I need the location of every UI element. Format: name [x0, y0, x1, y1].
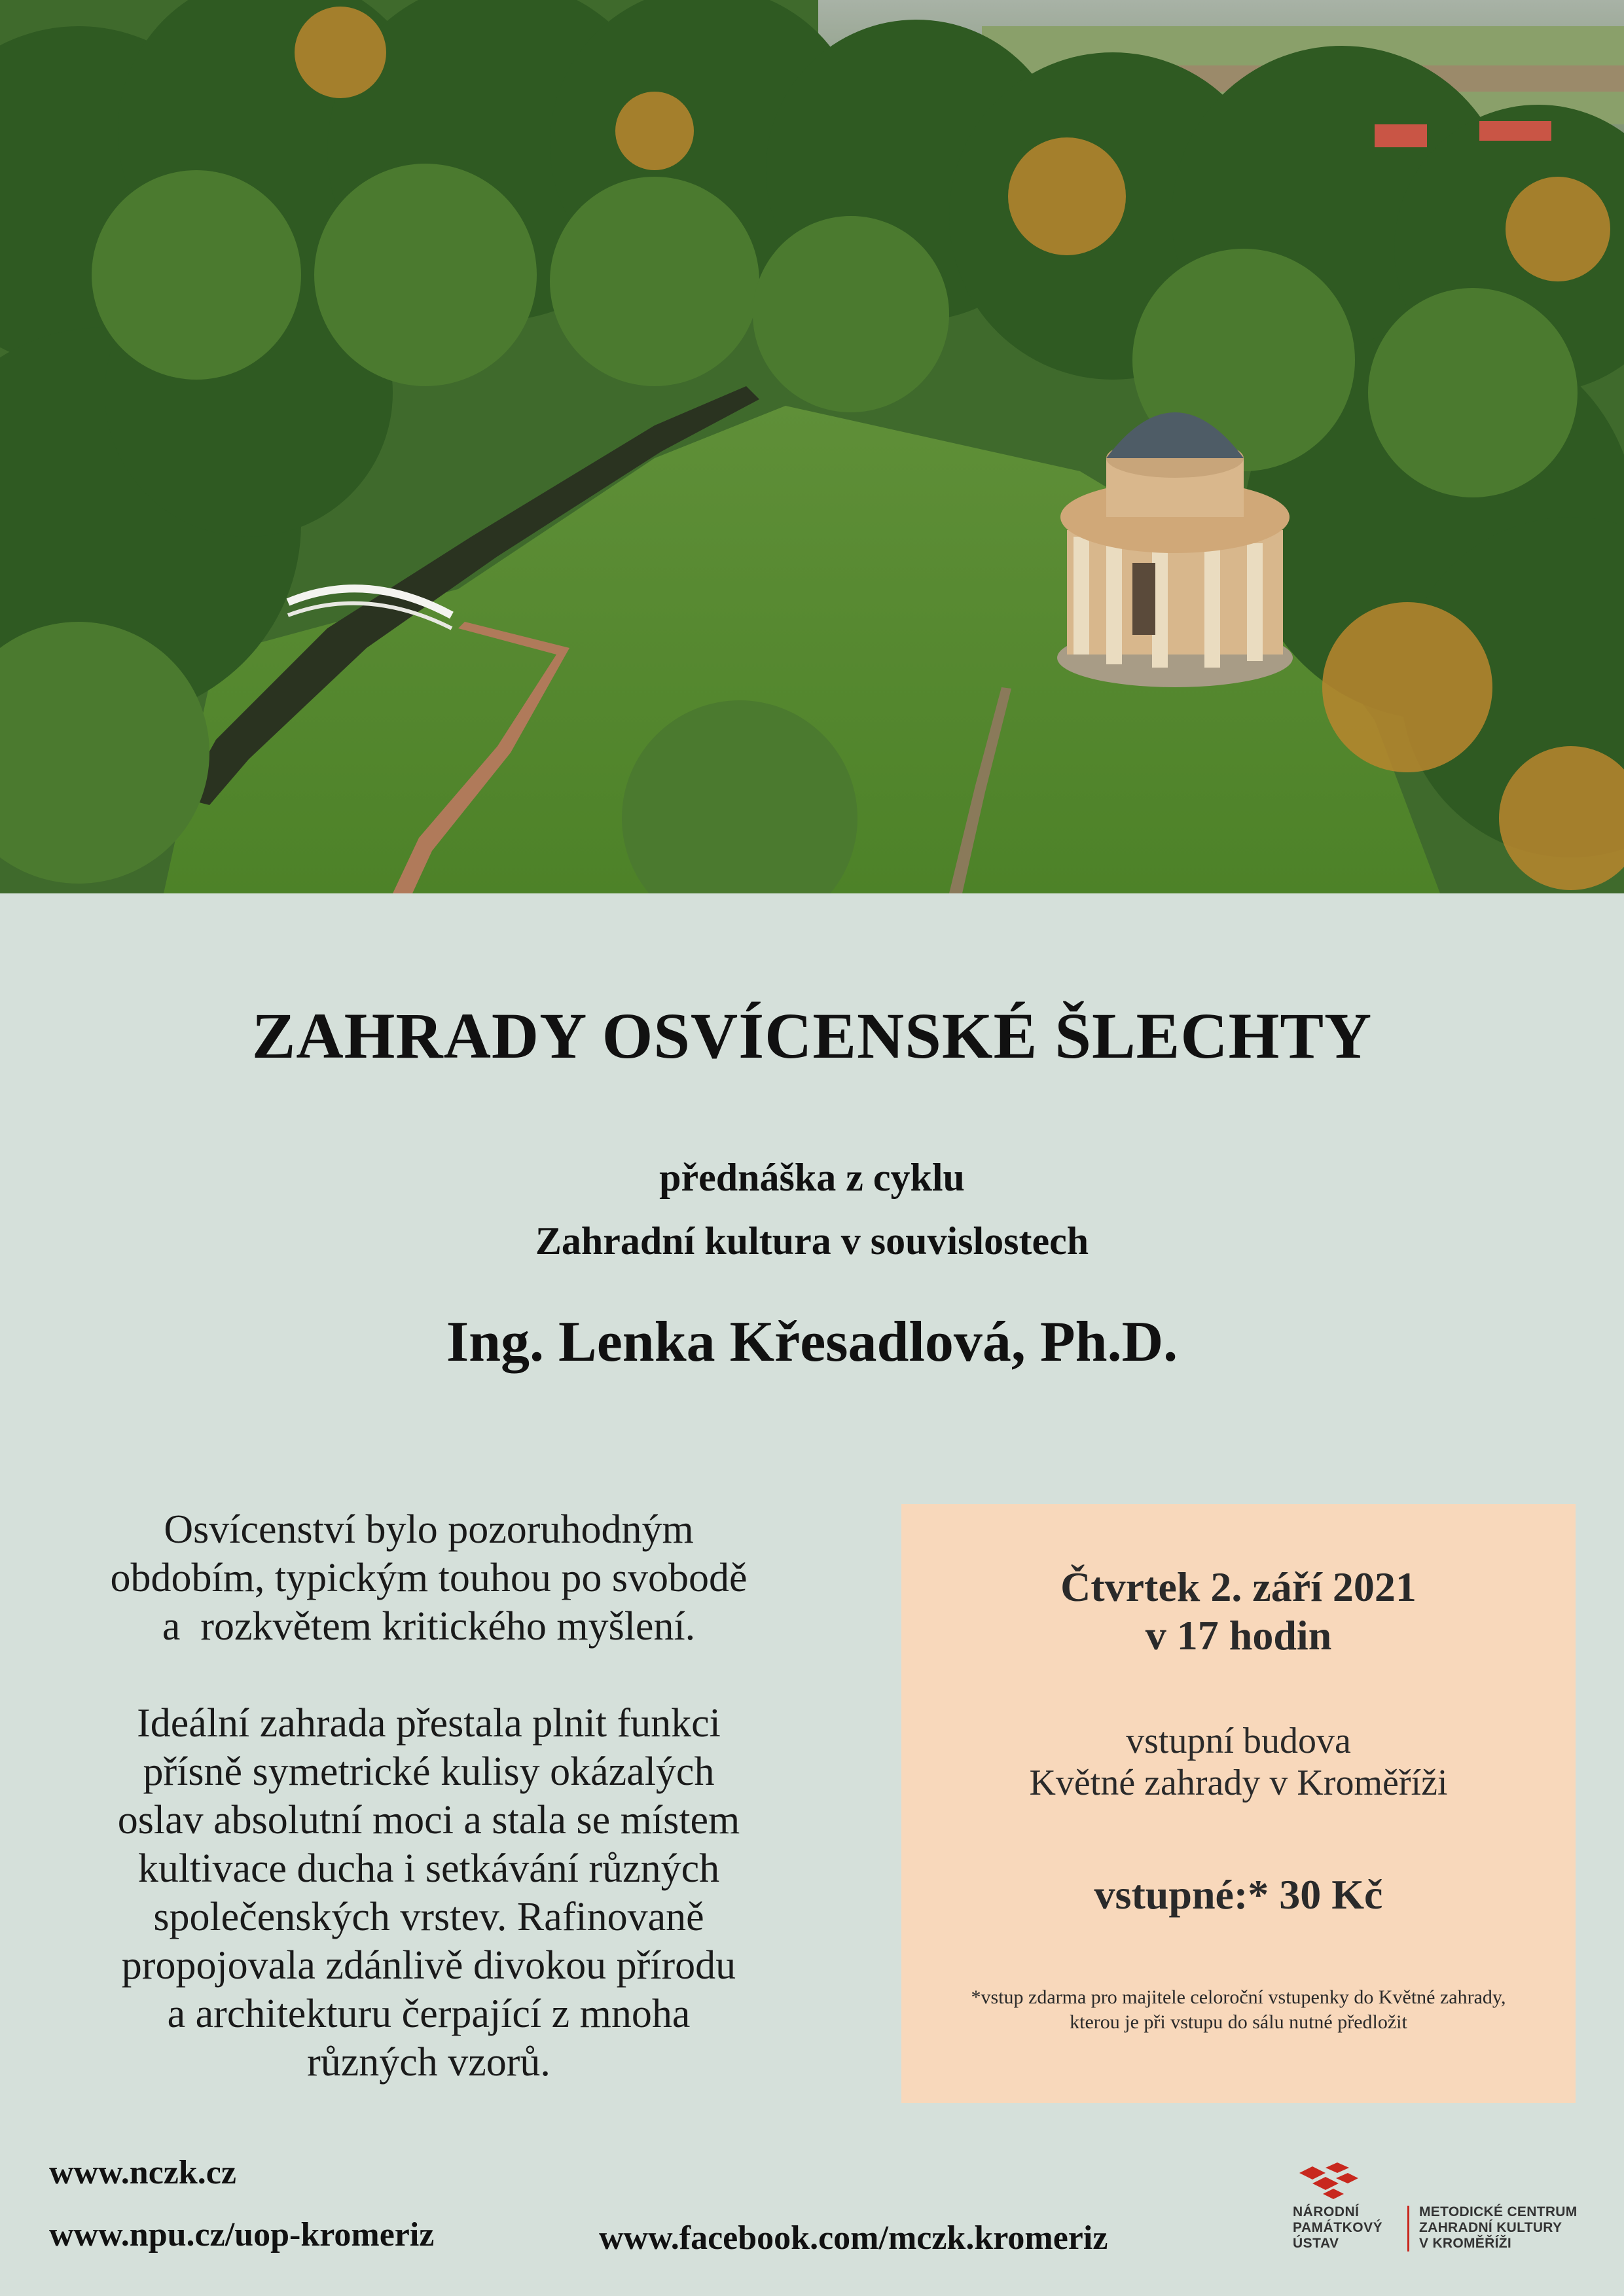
event-time: v 17 hodin — [1145, 1612, 1332, 1659]
organization-logo — [1293, 2160, 1581, 2265]
note-line: kterou je při vstupu do sálu nutné předložit — [1070, 2011, 1407, 2033]
event-info-box — [901, 1504, 1576, 2103]
event-venue — [901, 1720, 1576, 1804]
admission-fee: vstupné:* 30 Kč — [1094, 1871, 1383, 1918]
description-line: společenských vrstev. Rafinovaně — [153, 1895, 704, 1939]
event-description — [65, 1505, 792, 2135]
description-line: Osvícenství bylo pozoruhodným — [164, 1507, 694, 1552]
logo-line: V KROMĚŘÍŽI — [1419, 2236, 1511, 2251]
event-title: ZAHRADY OSVÍCENSKÉ ŠLECHTY — [251, 999, 1373, 1072]
logo-divider — [1407, 2206, 1409, 2251]
link-nczk[interactable]: www.nczk.cz — [49, 2154, 236, 2191]
garden-rotunda-image — [0, 0, 1624, 893]
description-line: propojovala zdánlivě divokou přírodu — [121, 1943, 736, 1988]
npu-logo-icon — [1293, 2160, 1365, 2203]
note-line: *vstup zdarma pro majitele celoroční vstupenky do Květné zahrady, — [971, 1986, 1506, 2008]
logo-org1-text — [1293, 2204, 1382, 2251]
logo-line: ÚSTAV — [1293, 2236, 1339, 2251]
logo-line: NÁRODNÍ — [1293, 2204, 1360, 2219]
description-line: obdobím, typickým touhou po svobodě — [110, 1556, 748, 1600]
description-line: kultivace ducha i setkávání různých — [137, 1846, 720, 1891]
logo-line: METODICKÉ CENTRUM — [1419, 2204, 1578, 2219]
description-line: a architekturu čerpající z mnoha — [167, 1992, 691, 2036]
description-paragraph-1 — [65, 1505, 792, 1651]
venue-line: Květné zahrady v Kroměříži — [1029, 1763, 1448, 1803]
logo-line: ZAHRADNÍ KULTURY — [1419, 2220, 1562, 2235]
series-label: přednáška z cyklu — [659, 1156, 965, 1199]
logo-line: PAMÁTKOVÝ — [1293, 2220, 1383, 2235]
description-line: oslav absolutní moci a stala se místem — [117, 1798, 740, 1842]
event-datetime — [901, 1563, 1576, 1660]
link-facebook[interactable]: www.facebook.com/mczk.kromeriz — [599, 2219, 1108, 2257]
series-name: Zahradní kultura v souvislostech — [535, 1219, 1089, 1263]
logo-org2-text — [1419, 2204, 1578, 2251]
event-date: Čtvrtek 2. září 2021 — [1060, 1564, 1416, 1610]
link-npu[interactable]: www.npu.cz/uop-kromeriz — [49, 2216, 435, 2253]
description-line: různých vzorů. — [307, 2040, 550, 2085]
header-photo — [0, 0, 1624, 893]
description-paragraph-2 — [65, 1699, 792, 2087]
admission-note — [928, 1985, 1549, 2035]
description-line: Ideální zahrada přestala plnit funkci — [137, 1701, 721, 1746]
speaker-name: Ing. Lenka Křesadlová, Ph.D. — [446, 1310, 1178, 1374]
venue-line: vstupní budova — [1126, 1721, 1351, 1761]
description-line: přísně symetrické kulisy okázalých — [143, 1749, 715, 1794]
description-line: a rozkvětem kritického myšlení. — [162, 1604, 696, 1649]
